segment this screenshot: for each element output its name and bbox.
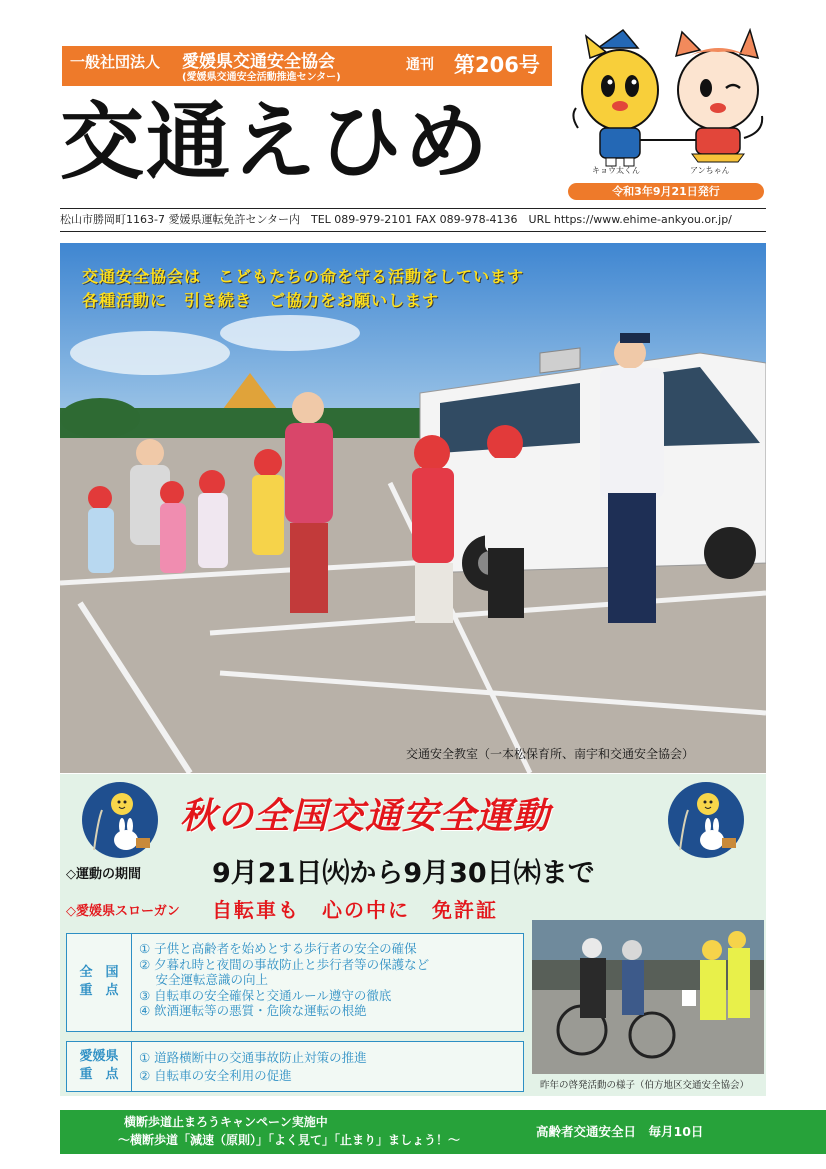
prefecture-label-line2: 重 点 xyxy=(79,1067,119,1082)
prefecture-items-list xyxy=(139,1049,367,1085)
box-divider xyxy=(131,934,132,1031)
main-photo xyxy=(60,243,766,773)
mascot-right-name: アンちゃん xyxy=(690,166,730,175)
national-label xyxy=(67,964,131,1000)
safety-class-photo xyxy=(60,243,766,773)
masthead-title: 交通えひめ xyxy=(60,93,491,191)
period-label: ◇運動の期間 xyxy=(66,867,141,882)
activity-photo xyxy=(532,920,764,1074)
photo-caption: 交通安全教室（一本松保育所、南宇和交通安全協会） xyxy=(406,747,695,761)
footer-safety-day: 高齢者交通安全日 毎月10日 xyxy=(536,1124,704,1139)
prefecture-label-line1: 愛媛県 xyxy=(79,1049,119,1064)
national-label-line1: 全 国 xyxy=(79,965,119,980)
prefecture-label xyxy=(67,1048,131,1084)
activity-photo-caption: 昨年の啓発活動の様子（伯方地区交通安全協会） xyxy=(540,1080,750,1091)
org-type: 一般社団法人 xyxy=(70,53,161,71)
photo-headline-2: 各種活動に 引き続き ご協力をお願いします xyxy=(82,291,440,310)
address-line: 松山市勝岡町1163-7 愛媛県運転免許センター内 TEL 089-979-2101 FAX 089-978-4136 URL https://www.ehime-ankyou.or.jp/ xyxy=(60,208,766,232)
period-value: 9月21日㈫から9月30日㈭まで xyxy=(212,858,595,889)
mascots-icon xyxy=(568,28,768,173)
list-item: ② 夕暮れ時と夜間の事故防止と歩行者等の保護など xyxy=(139,956,430,972)
footer-campaign-line1: 横断歩道止まろうキャンペーン実施中 xyxy=(124,1115,328,1129)
issue-prefix: 通刊 xyxy=(406,57,434,73)
issue-date: 令和3年9月21日発行 xyxy=(568,183,764,200)
list-item: 安全運転意識の向上 xyxy=(139,972,268,988)
national-priorities-box xyxy=(66,933,524,1032)
slogan-label: ◇愛媛県スローガン xyxy=(66,904,180,919)
slogan-value: 自転車も 心の中に 免許証 xyxy=(212,898,498,922)
prefecture-priorities-box xyxy=(66,1041,524,1092)
national-label-line2: 重 点 xyxy=(79,983,119,998)
mascot-left-name: キョウ太くん xyxy=(592,166,640,175)
list-item: ④ 飲酒運転等の悪質・危険な運転の根絶 xyxy=(139,1003,367,1019)
list-item: ② 自転車の安全利用の促進 xyxy=(139,1068,292,1083)
list-item: ③ 自転車の安全確保と交通ルール遵守の徹底 xyxy=(139,987,392,1003)
issue-number: 第206号 xyxy=(454,53,540,77)
photo-headline-1: 交通安全協会は こどもたちの命を守る活動をしています xyxy=(82,267,525,286)
footer-campaign-line2: ～横断歩道「減速（原則）」「よく見て」「止まり」ましょう！～ xyxy=(118,1133,461,1147)
campaign-title: 秋の全国交通安全運動 xyxy=(180,796,551,837)
org-name: 愛媛県交通安全協会 xyxy=(182,52,335,72)
moon-rabbit-icon xyxy=(80,780,160,860)
mascot-illustration xyxy=(568,28,768,173)
list-item: ① 子供と高齢者を始めとする歩行者の安全の確保 xyxy=(139,941,417,956)
list-item: ① 道路横断中の交通事故防止対策の推進 xyxy=(139,1050,367,1065)
national-items-list xyxy=(139,941,429,1019)
moon-rabbit-icon xyxy=(666,780,746,860)
org-subtitle: (愛媛県交通安全活動推進センター) xyxy=(182,72,341,83)
box-divider xyxy=(131,1042,132,1091)
